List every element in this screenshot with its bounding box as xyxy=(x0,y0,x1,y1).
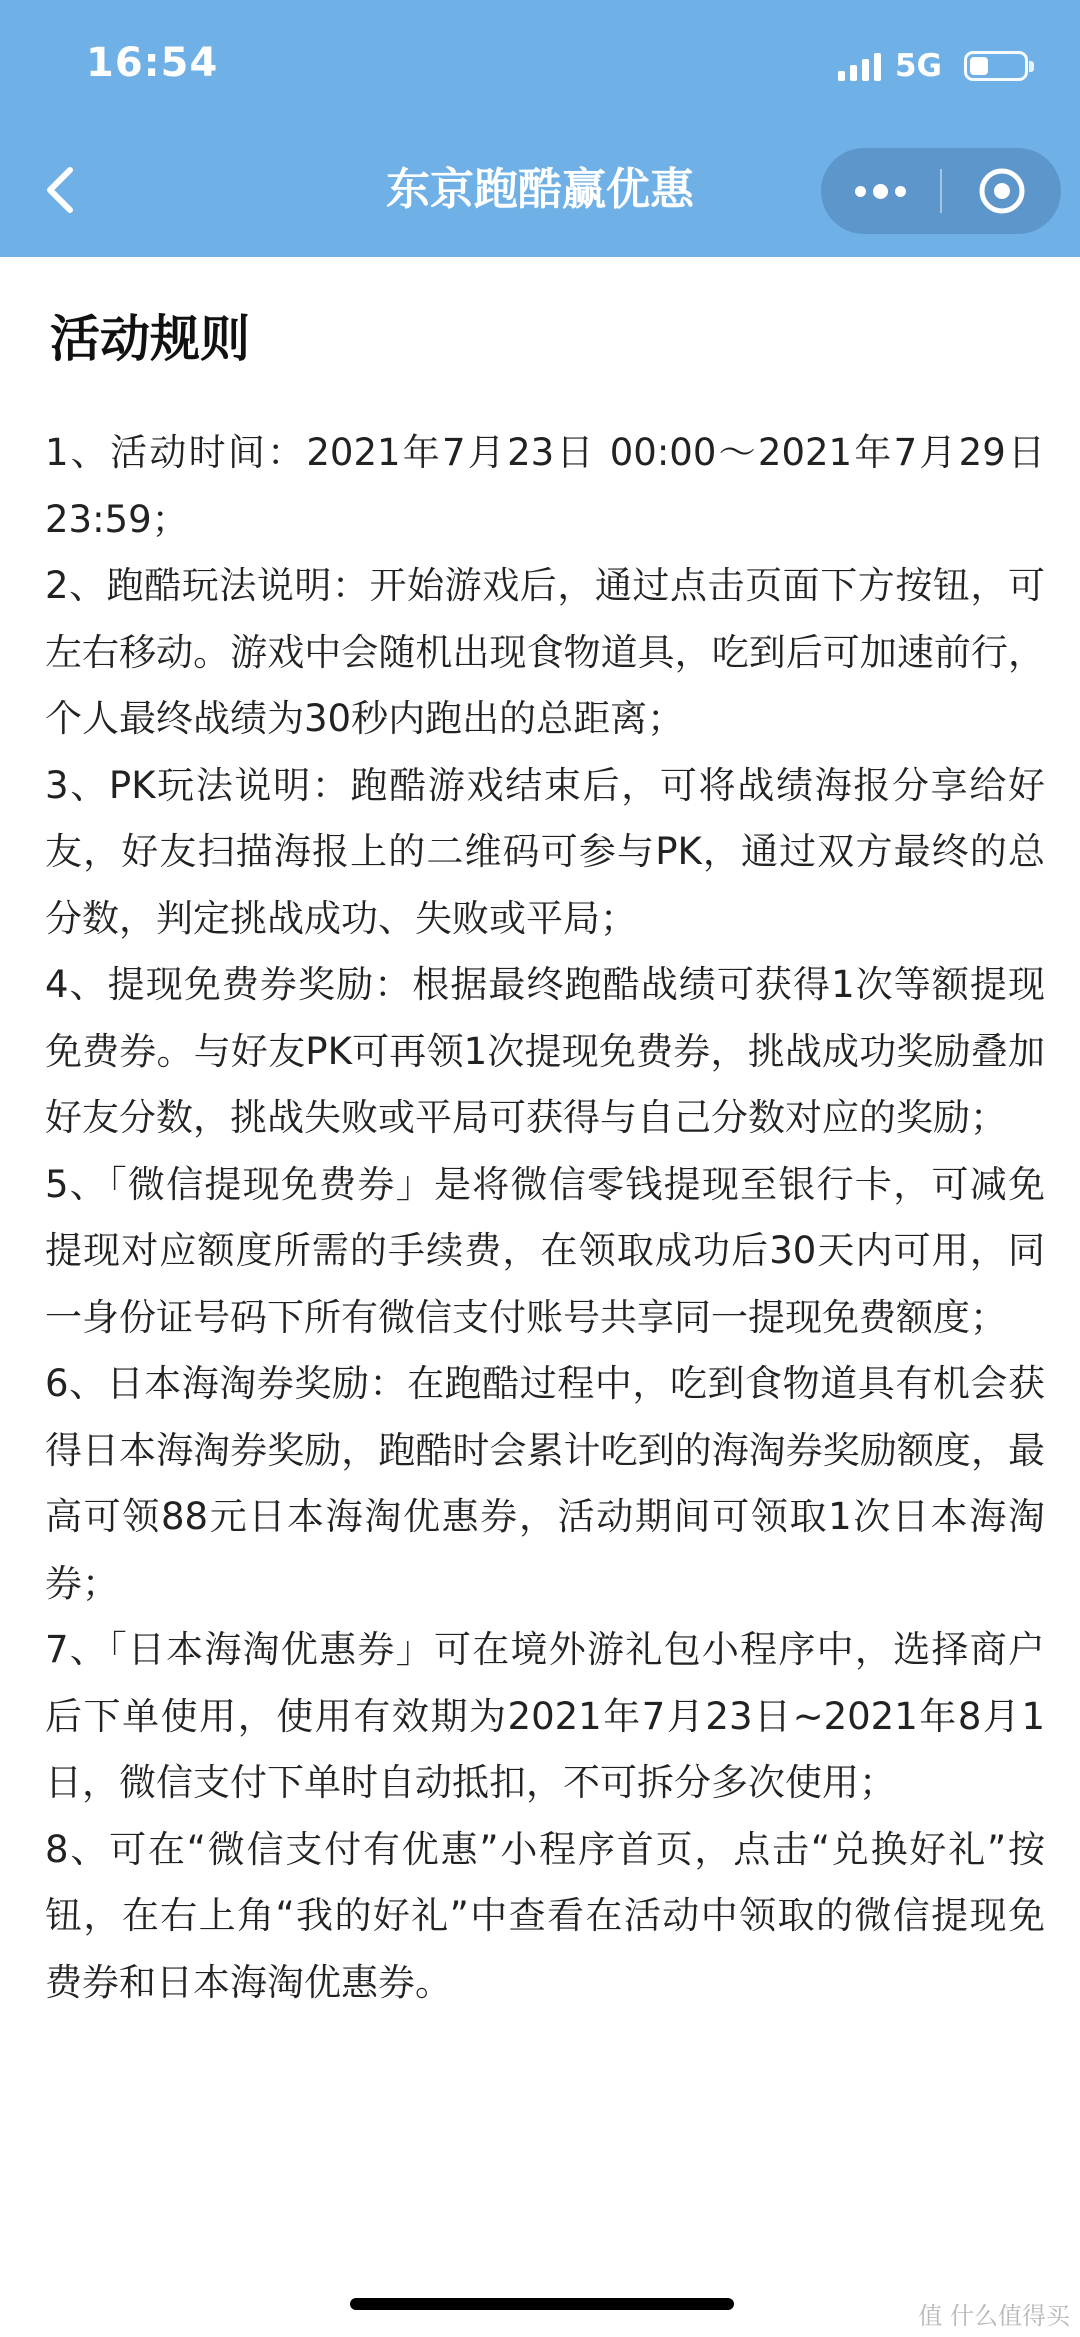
rules-list xyxy=(45,420,1045,2016)
rules-heading: 活动规则 xyxy=(50,310,250,368)
network-type: 5G xyxy=(894,48,942,84)
rule-item: 3、PK玩法说明：跑酷游戏结束后，可将战绩海报分享给好友，好友扫描海报上的二维码可参与PK，通过双方最终的总分数，判定挑战成功、失败或平局； xyxy=(45,763,1045,940)
rule-item: 4、提现免费券奖励：根据最终跑酷战绩可获得1次等额提现免费券。与好友PK可再领1次提现免费券，挑战成功奖励叠加好友分数，挑战失败或平局可获得与自己分数对应的奖励； xyxy=(45,963,1045,1139)
miniprogram-capsule xyxy=(821,148,1061,234)
target-circle-icon xyxy=(977,166,1027,216)
more-dot-icon xyxy=(873,184,888,199)
more-dot-icon xyxy=(895,186,906,197)
more-dot-icon xyxy=(855,186,866,197)
signal-icon xyxy=(838,51,881,81)
rule-item: 6、日本海淘券奖励：在跑酷过程中，吃到食物道具有机会获得日本海淘券奖励，跑酷时会累计吃到的海淘券奖励额度，最高可领88元日本海淘优惠券，活动期间可领取1次日本海淘券； xyxy=(45,1362,1045,1605)
rule-item: 2、跑酷玩法说明：开始游戏后，通过点击页面下方按钮，可左右移动。游戏中会随机出现食物道具，吃到后可加速前行，个人最终战绩为30秒内跑出的总距离； xyxy=(45,564,1045,740)
battery-icon xyxy=(964,51,1028,81)
page-title: 东京跑酷赢优惠 xyxy=(386,164,694,215)
rules-page xyxy=(0,257,1080,2337)
home-indicator[interactable] xyxy=(350,2298,734,2310)
rule-item: 8、可在“微信支付有优惠”小程序首页，点击“兑换好礼”按钮，在右上角“我的好礼”中查看在活动中领取的微信提现免费券和日本海淘优惠券。 xyxy=(45,1827,1045,2004)
rule-item: 5、「微信提现免费券」是将微信零钱提现至银行卡，可减免提现对应额度所需的手续费，在领取成功后30天内可用，同一身份证号码下所有微信支付账号共享同一提现免费额度； xyxy=(45,1162,1045,1339)
watermark: 值 什么值得买 xyxy=(918,2302,1070,2330)
rule-item: 1、活动时间：2021年7月23日 00:00～2021年7月29日 23:59； xyxy=(45,431,1045,541)
status-time: 16:54 xyxy=(86,40,219,86)
rule-item: 7、「日本海淘优惠券」可在境外游礼包小程序中，选择商户后下单使用，使用有效期为2021年7月23日~2021年8月1日，微信支付下单时自动抵扣，不可拆分多次使用； xyxy=(45,1628,1045,1804)
status-icons xyxy=(838,46,1028,86)
header-bar xyxy=(0,0,1080,257)
close-miniprogram-button[interactable] xyxy=(942,148,1061,234)
more-button[interactable] xyxy=(821,148,940,234)
